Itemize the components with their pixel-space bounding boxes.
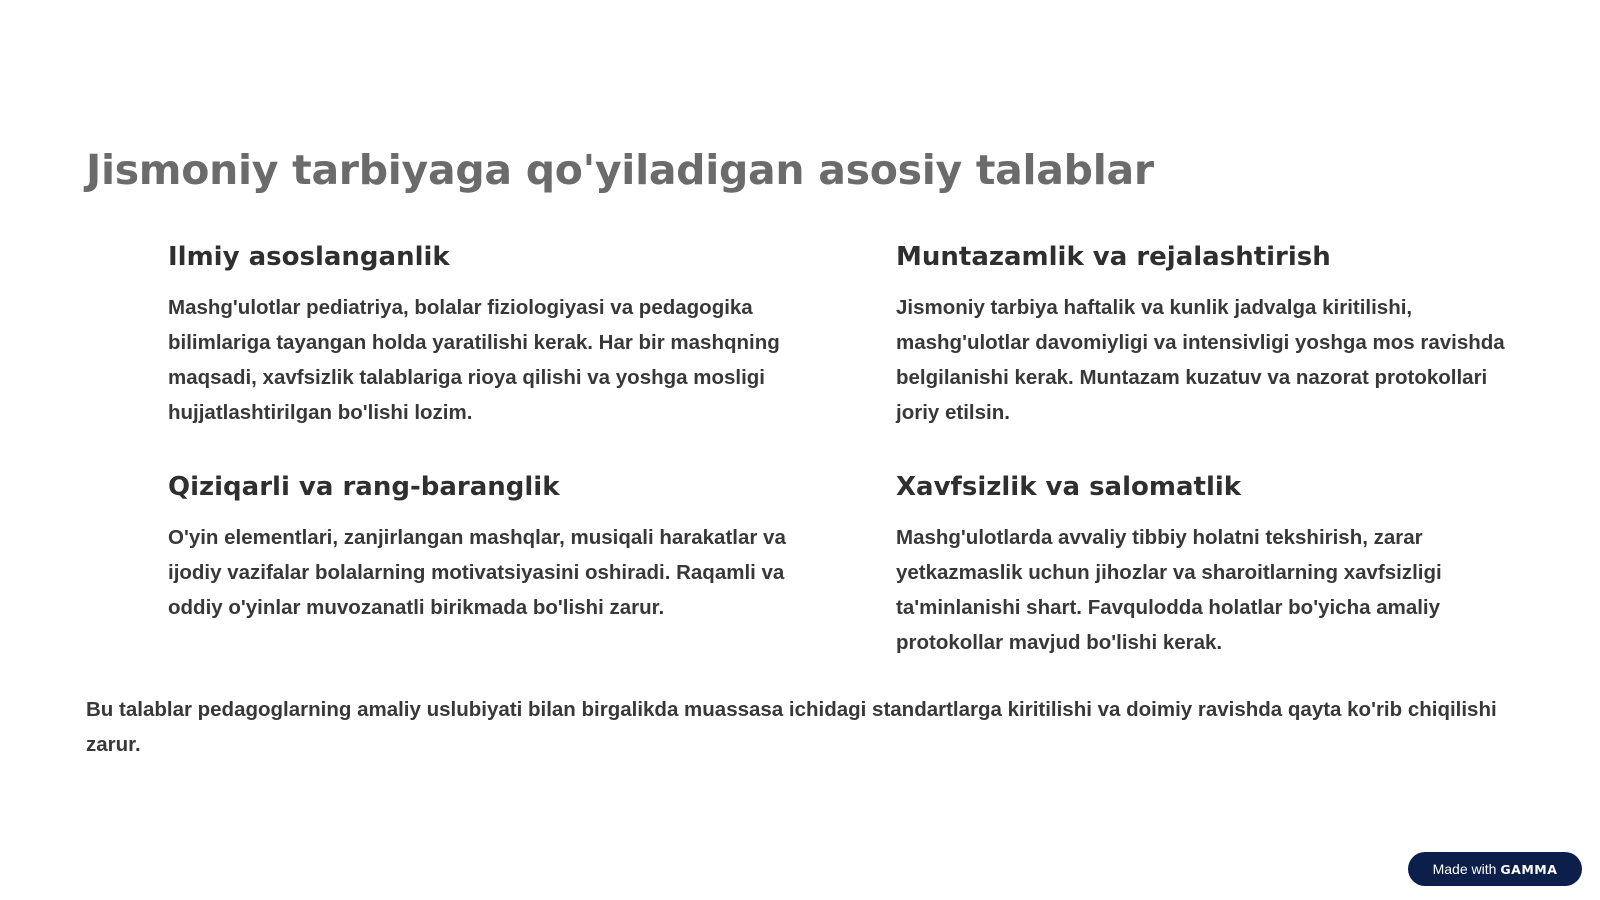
section-scientific bbox=[168, 242, 788, 430]
gamma-logo: GAMMA bbox=[1500, 861, 1558, 877]
section-body: O'yin elementlari, zanjirlangan mashqlar, musiqali harakatlar va ijodiy vazifalar bolalarning motivatsiyasini oshiradi. Raqamli va oddiy o'yinlar muvozanatli birikmada bo'lishi zarur. bbox=[168, 526, 786, 619]
section-heading: Xavfsizlik va salomatlik bbox=[896, 472, 1242, 502]
slide-footer-text: Bu talablar pedagoglarning amaliy uslubiyati bilan birgalikda muassasa ichidagi standartlarga kiritilishi va doimiy ravishda qayta ko'rib chiqilishi zarur. bbox=[86, 698, 1497, 756]
slide-title: Jismoniy tarbiyaga qo'yiladigan asosiy talablar bbox=[86, 146, 1154, 194]
section-regularity bbox=[896, 242, 1521, 430]
section-body: Mashg'ulotlarda avvaliy tibbiy holatni tekshirish, zarar yetkazmaslik uchun jihozlar va sharoitlarning xavfsizligi ta'minlanishi shart. Favqulodda holatlar bo'yicha amaliy protokollar mavjud bo'lishi kerak. bbox=[896, 526, 1442, 654]
section-variety bbox=[168, 472, 788, 625]
section-heading: Muntazamlik va rejalashtirish bbox=[896, 242, 1331, 272]
section-heading: Ilmiy asoslanganlik bbox=[168, 242, 450, 272]
section-body: Mashg'ulotlar pediatriya, bolalar fiziologiyasi va pedagogika bilimlariga tayangan holda yaratilishi kerak. Har bir mashqning maqsadi, xavfsizlik talablariga rioya qilishi va yoshga mosligi hujjatlashtirilgan bo'lishi lozim. bbox=[168, 296, 780, 424]
section-safety bbox=[896, 472, 1521, 660]
made-with-gamma-badge[interactable] bbox=[1408, 852, 1582, 886]
section-body: Jismoniy tarbiya haftalik va kunlik jadvalga kiritilishi, mashg'ulotlar davomiyligi va intensivligi yoshga mos ravishda belgilanishi kerak. Muntazam kuzatuv va nazorat protokollari joriy etilsin. bbox=[896, 296, 1505, 424]
section-heading: Qiziqarli va rang-baranglik bbox=[168, 472, 560, 502]
badge-prefix: Made with bbox=[1432, 861, 1497, 877]
